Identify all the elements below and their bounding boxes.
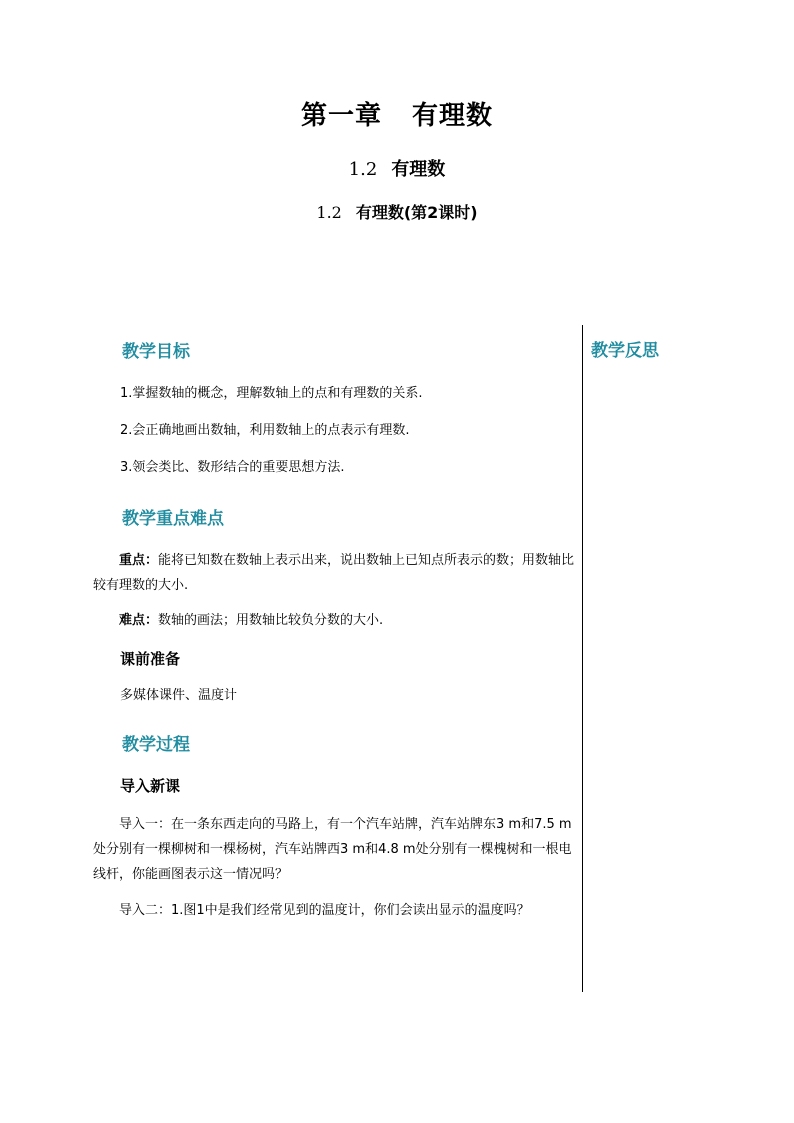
objective-item: 2.会正确地画出数轴，利用数轴上的点表示有理数. — [120, 423, 410, 438]
difficulty-paragraph — [93, 608, 578, 633]
process-heading: 教学过程 — [122, 735, 190, 755]
chapter-name: 有理数 — [412, 101, 494, 131]
reflection-heading: 教学反思 — [591, 341, 659, 361]
intro-heading: 导入新课 — [120, 777, 181, 795]
prep-heading: 课前准备 — [120, 650, 181, 668]
column-divider — [582, 325, 583, 992]
key-points-heading: 教学重点难点 — [122, 509, 224, 529]
prep-text: 多媒体课件、温度计 — [120, 688, 238, 703]
key-point-paragraph — [93, 548, 578, 598]
lesson-title — [0, 200, 794, 223]
objectives-heading: 教学目标 — [122, 342, 190, 362]
difficulty-label: 难点： — [119, 613, 159, 628]
objective-item: 1.掌握数轴的概念，理解数轴上的点和有理数的关系. — [120, 386, 423, 401]
objective-item: 3.领会类比、数形结合的重要思想方法. — [120, 460, 345, 475]
chapter-title — [0, 95, 794, 132]
chapter-number: 第一章 — [300, 101, 382, 131]
lesson-number: 1.2 — [316, 203, 342, 222]
section-name: 有理数 — [391, 159, 446, 180]
intro-one-paragraph: 导入一：在一条东西走向的马路上，有一个汽车站牌，汽车站牌东3 m和7.5 m处分别有一棵柳树和一棵杨树，汽车站牌西3 m和4.8 m处分别有一棵槐树和一根电线杆，你能画图表示这一情况吗？ — [93, 817, 572, 882]
intro-two-paragraph: 导入二：1.图1中是我们经常见到的温度计，你们会读出显示的温度吗？ — [119, 903, 530, 918]
section-title — [0, 155, 794, 181]
difficulty-text: 数轴的画法；用数轴比较负分数的大小. — [158, 613, 384, 628]
section-number: 1.2 — [348, 159, 378, 180]
lesson-name: 有理数(第2课时) — [355, 203, 478, 222]
key-text: 能将已知数在数轴上表示出来，说出数轴上已知点所表示的数；用数轴比较有理数的大小. — [93, 553, 575, 593]
key-label: 重点： — [119, 553, 159, 568]
